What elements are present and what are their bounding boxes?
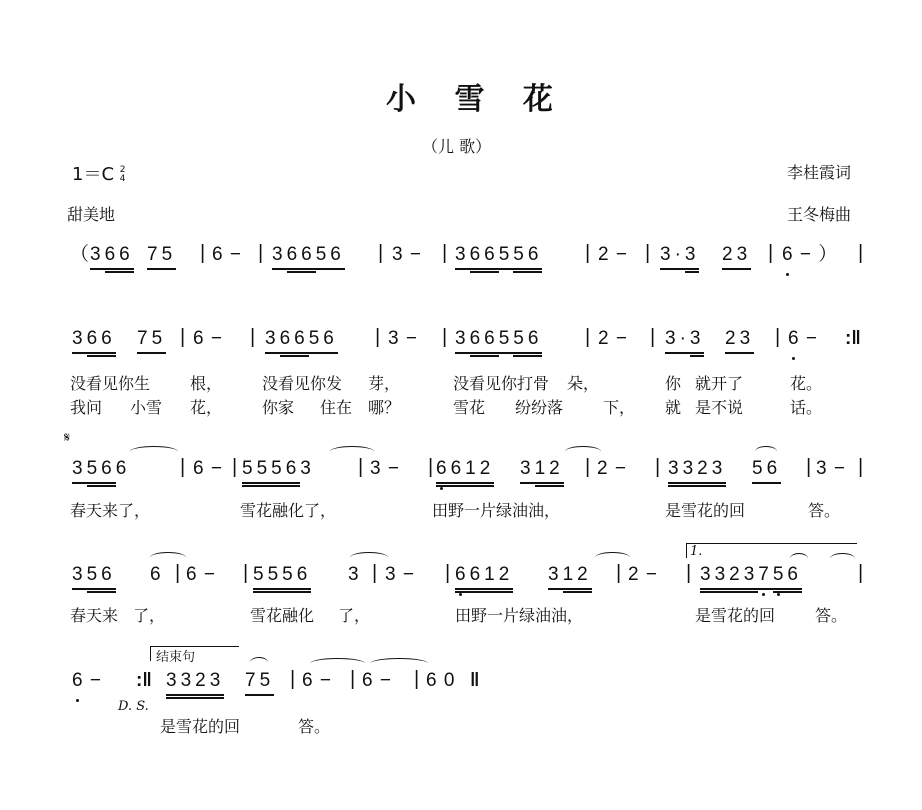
segno-icon: 𝄋 — [64, 430, 71, 446]
lyric: 没看见你打骨 — [453, 374, 550, 393]
lyric: 没看见你发 — [262, 374, 343, 393]
note: 3 — [90, 244, 105, 270]
note: 56 — [513, 244, 542, 273]
note: 66 — [280, 328, 309, 357]
note-group — [436, 458, 494, 487]
note: 6 — [788, 328, 800, 352]
barline: | — [175, 562, 181, 584]
barline: | — [445, 562, 451, 584]
note-group — [548, 564, 592, 593]
note-group — [725, 328, 754, 354]
lyric: 是雪花的回 — [160, 717, 241, 736]
time-num: 2 — [119, 165, 126, 175]
repeat-end: :‖ — [845, 328, 861, 349]
lyric: 雪花 — [453, 398, 486, 417]
note: 3 — [348, 564, 363, 585]
note: 5556 — [253, 564, 311, 593]
note: 23 — [722, 244, 751, 270]
barline: | — [232, 456, 238, 478]
note: 66 — [470, 328, 499, 357]
note-group — [665, 328, 704, 357]
note-group: 6 − — [186, 564, 216, 585]
lyricist: 李桂霞词 — [787, 163, 852, 182]
note: 66 — [470, 244, 499, 273]
lyric: 你 — [665, 374, 682, 393]
barline: | — [243, 562, 249, 584]
barline: | — [585, 456, 591, 478]
note-group: 2 − — [597, 458, 627, 479]
note-group — [166, 670, 224, 699]
lyric: 是不说 — [695, 398, 744, 417]
note: 66 — [105, 244, 134, 273]
lyric: 哪？ — [368, 398, 401, 417]
lyric: 小雪 — [130, 398, 163, 417]
barline: | — [616, 562, 622, 584]
note: 5 — [499, 244, 514, 270]
note: 75 — [137, 328, 166, 354]
barline: | — [585, 242, 591, 264]
note-group: 3 − — [816, 458, 846, 479]
barline: | — [686, 562, 692, 584]
note: 56 — [87, 458, 116, 487]
lyric: 春天来了， — [70, 501, 151, 520]
lyric: 我问 — [70, 398, 103, 417]
note-group — [72, 670, 102, 694]
lyric: 就 — [665, 398, 682, 417]
note-group — [520, 458, 564, 487]
note: 3 — [455, 244, 470, 270]
lyric: 朵， — [567, 374, 600, 393]
lyric: 是雪花的回 — [695, 606, 776, 625]
barline: | — [442, 242, 448, 264]
note: 3· — [665, 328, 690, 354]
note: 56 — [309, 328, 338, 354]
note: 56 — [773, 564, 802, 593]
barline: | — [655, 456, 661, 478]
note: 75 — [245, 670, 274, 696]
note-group — [265, 328, 338, 357]
lyric: 田野一片绿油油， — [432, 501, 561, 520]
note: 6 — [72, 670, 84, 694]
note: 7 — [758, 564, 773, 590]
barline: | — [768, 242, 774, 264]
note: 66 — [436, 458, 465, 487]
song-title: 小 雪 花 — [386, 82, 567, 117]
tie-icon — [310, 658, 365, 669]
barline: | — [414, 668, 420, 690]
note: 3 — [685, 244, 700, 273]
paren: （ — [70, 244, 94, 265]
lyric: 田野一片绿油油， — [455, 606, 584, 625]
composer: 王冬梅曲 — [787, 205, 852, 224]
note-group — [272, 244, 345, 273]
note-group — [72, 328, 116, 357]
note-group — [147, 244, 176, 270]
note: − ） — [799, 244, 839, 265]
lyric: 下， — [603, 398, 636, 417]
lyric: 花， — [190, 398, 223, 417]
note-group — [788, 328, 818, 352]
barline: | — [180, 456, 186, 478]
barline: | — [858, 242, 864, 264]
barline: | — [378, 242, 384, 264]
tie-icon — [150, 552, 186, 563]
ending-label: 结束句 — [156, 650, 196, 665]
tie-icon — [830, 553, 855, 564]
barline: | — [375, 326, 381, 348]
note-group: 2 − — [598, 328, 628, 349]
barline: | — [858, 456, 864, 478]
barline: | — [290, 668, 296, 690]
fermata-icon — [250, 657, 268, 668]
lyric: 答。 — [815, 606, 848, 625]
final-barline: ‖ — [470, 670, 480, 691]
note-group — [245, 670, 274, 696]
note-group — [752, 458, 781, 484]
note-group — [722, 244, 751, 270]
note-group: 3 − — [388, 328, 418, 349]
barline: | — [858, 562, 864, 584]
note-group — [455, 564, 513, 593]
note-group — [72, 458, 130, 487]
note: 66 — [87, 328, 116, 357]
lyric: 就开了 — [695, 374, 744, 393]
tie-icon — [790, 553, 808, 564]
dal-segno: D. S. — [118, 699, 149, 714]
barline: | — [806, 456, 812, 478]
barline: | — [585, 326, 591, 348]
note: 5 — [499, 328, 514, 354]
note-group — [242, 458, 315, 487]
note-group: 6 − — [362, 670, 392, 691]
note: 66 — [455, 564, 484, 593]
tie-icon — [330, 446, 374, 457]
genre-subtitle: （儿 歌） — [422, 137, 492, 156]
note-group — [455, 244, 542, 273]
note: 56 — [752, 458, 781, 484]
tie-icon — [595, 552, 630, 563]
note: 3 — [455, 328, 470, 354]
note: 3323 — [166, 670, 224, 699]
note: 12 — [484, 564, 513, 593]
tie-icon — [350, 552, 388, 563]
lyric: 没看见你生 — [70, 374, 151, 393]
key-signature — [72, 160, 126, 186]
barline: | — [200, 242, 206, 264]
barline: | — [180, 326, 186, 348]
note-group — [90, 244, 134, 273]
note-group — [700, 564, 802, 593]
note: 6 — [150, 564, 165, 585]
barline: | — [258, 242, 264, 264]
note: 3 — [300, 458, 315, 479]
lyric: 住在 — [320, 398, 353, 417]
tie-icon — [130, 446, 178, 457]
note: 3 — [690, 328, 705, 357]
note: 12 — [563, 564, 592, 593]
note-group — [253, 564, 311, 593]
barline: | — [650, 326, 656, 348]
note-group: 3 − — [385, 564, 415, 585]
lyric: 纷纷落 — [515, 398, 564, 417]
lyric: 了， — [338, 606, 371, 625]
barline: | — [350, 668, 356, 690]
lyric: 答。 — [808, 501, 841, 520]
barline: | — [428, 456, 434, 478]
time-den: 4 — [119, 174, 126, 184]
note-group: 6 − — [193, 458, 223, 479]
note: 12 — [465, 458, 494, 487]
barline: | — [358, 456, 364, 478]
note: 3 — [72, 458, 87, 484]
note: 3323 — [700, 564, 758, 593]
note: 56 — [316, 244, 345, 270]
note: 12 — [535, 458, 564, 487]
note: 3323 — [668, 458, 726, 487]
note-group — [137, 328, 166, 354]
note-group — [668, 458, 726, 487]
tie-icon — [565, 446, 601, 457]
note: − — [805, 328, 818, 349]
tie-icon — [755, 446, 777, 457]
tempo-marking: 甜美地 — [67, 205, 116, 224]
note: − — [89, 670, 102, 691]
note: 3 — [265, 328, 280, 354]
note-group: 6 0 — [426, 670, 456, 691]
note: 3· — [660, 244, 685, 270]
note: 66 — [287, 244, 316, 273]
note: 3 — [520, 458, 535, 484]
note-group: 3 − — [392, 244, 422, 265]
note-group — [782, 244, 838, 268]
note-group: 2 − — [598, 244, 628, 265]
lyric: 根， — [190, 374, 223, 393]
note: 3 — [72, 564, 87, 590]
volta-label: 1. — [690, 544, 703, 559]
time-signature — [120, 166, 126, 184]
lyric: 了， — [133, 606, 166, 625]
note-group — [455, 328, 542, 357]
lyric: 雪花融化 — [250, 606, 315, 625]
lyric: 你家 — [262, 398, 295, 417]
tie-icon — [370, 658, 428, 669]
note: 3 — [272, 244, 287, 270]
lyric: 春天来 — [70, 606, 119, 625]
note-group: 3 − — [370, 458, 400, 479]
note-group — [72, 564, 116, 593]
note: 23 — [725, 328, 754, 354]
note-group — [660, 244, 699, 273]
note: 75 — [147, 244, 176, 270]
note: 6 — [115, 458, 131, 479]
note-group: 6 − — [193, 328, 223, 349]
note: 5556 — [242, 458, 300, 487]
lyric: 雪花融化了， — [240, 501, 337, 520]
lyric: 答。 — [298, 717, 331, 736]
barline: | — [775, 326, 781, 348]
note: 56 — [513, 328, 542, 357]
lyric: 话。 — [790, 398, 823, 417]
note-group: 2 − — [628, 564, 658, 585]
note-group: 6 − — [302, 670, 332, 691]
barline: | — [250, 326, 256, 348]
note: 3 — [72, 328, 87, 354]
barline: | — [645, 242, 651, 264]
lyric: 花。 — [790, 374, 823, 393]
note: 6 — [782, 244, 794, 268]
note-group: 6 − — [212, 244, 242, 265]
barline: | — [442, 326, 448, 348]
lyric: 是雪花的回 — [665, 501, 746, 520]
note: 3 — [548, 564, 563, 590]
lyric: 芽， — [368, 374, 401, 393]
barline: | — [372, 562, 378, 584]
note: 56 — [87, 564, 116, 593]
key: 1＝C — [72, 164, 115, 185]
repeat-end: :‖ — [136, 670, 152, 691]
